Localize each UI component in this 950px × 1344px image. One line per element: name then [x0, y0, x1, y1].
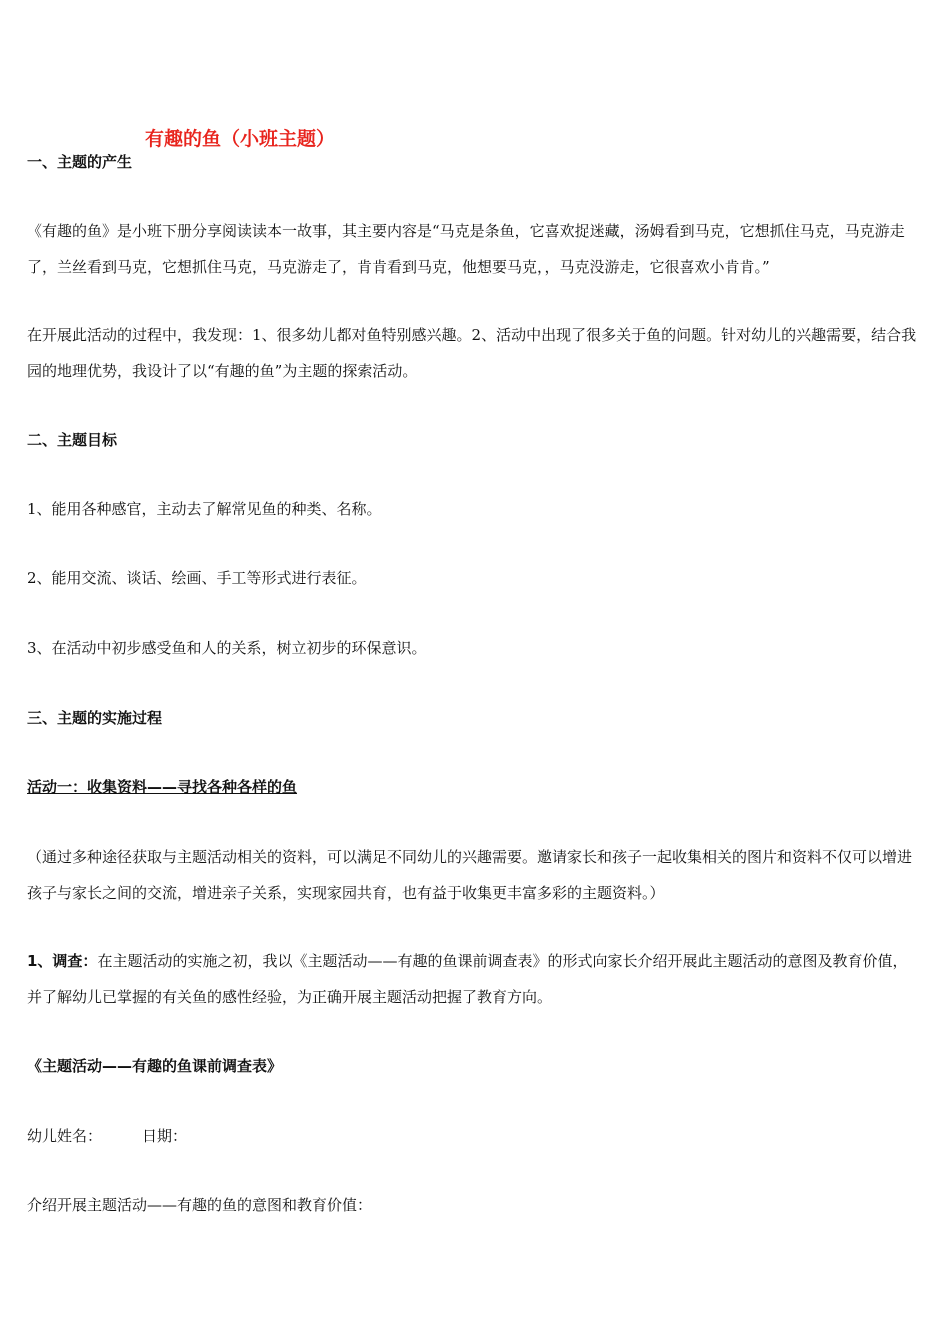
activity-heading: 活动一：收集资料——寻找各种各样的鱼 — [27, 778, 298, 796]
document-title: 有趣的鱼（小班主题） — [145, 128, 336, 150]
section-heading-process: 三、主题的实施过程 — [27, 709, 163, 727]
goal-item-2: 2、能用交流、谈话、绘画、手工等形式进行表征。 — [27, 569, 367, 587]
survey-lead: 1、调查： — [27, 952, 98, 970]
form-title: 《主题活动——有趣的鱼课前调查表》 — [27, 1057, 283, 1075]
section-heading-origin: 一、主题的产生 — [27, 153, 133, 171]
goal-item-3: 3、在活动中初步感受鱼和人的关系，树立初步的环保意识。 — [27, 639, 427, 657]
goal-item-1: 1、能用各种感官，主动去了解常见鱼的种类、名称。 — [27, 500, 382, 518]
paragraph-survey — [27, 943, 922, 1015]
child-name-label: 幼儿姓名： — [27, 1127, 103, 1145]
paragraph-discovery: 在开展此活动的过程中，我发现：1、很多幼儿都对鱼特别感兴趣。2、活动中出现了很多关于鱼的问题。针对幼儿的兴趣需要，结合我园的地理优势，我设计了以“有趣的鱼”为主题的探索活动。 — [27, 326, 917, 380]
section-heading-goals: 二、主题目标 — [27, 431, 118, 449]
paragraph-story: 《有趣的鱼》是小班下册分享阅读读本一故事，其主要内容是“马克是条鱼，它喜欢捉迷藏，汤姆看到马克，它想抓住马克，马克游走了，兰丝看到马克，它想抓住马克，马克游走了，肯肯看到马克，他想要马克，，马克没游走，它很喜欢小肯肯。” — [27, 222, 905, 276]
intro-label: 介绍开展主题活动——有趣的鱼的意图和教育价值： — [27, 1196, 373, 1214]
form-fields-row — [27, 1126, 922, 1146]
activity-note: （通过多种途径获取与主题活动相关的资料，可以满足不同幼儿的兴趣需要。邀请家长和孩子一起收集相关的图片和资料不仅可以增进孩子与家长之间的交流，增进亲子关系，实现家园共育，也有益于收集更丰富多彩的主题资料。） — [27, 848, 913, 902]
date-label: 日期： — [142, 1127, 188, 1145]
survey-text: 在主题活动的实施之初，我以《主题活动——有趣的鱼课前调查表》的形式向家长介绍开展此主题活动的意图及教育价值，并了解幼儿已掌握的有关鱼的感性经验，为正确开展主题活动把握了教育方向。 — [27, 952, 908, 1006]
